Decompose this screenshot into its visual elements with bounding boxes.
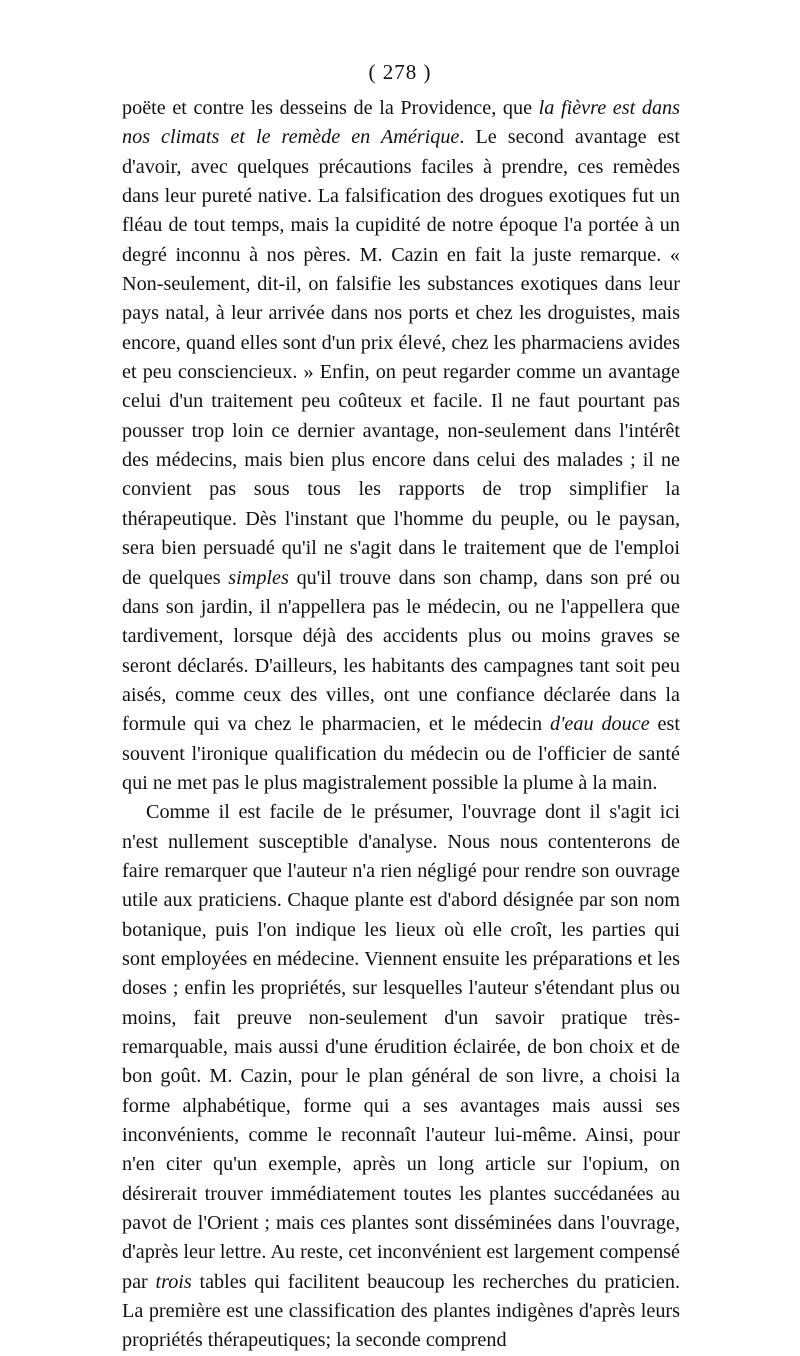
- page-number: ( 278 ): [368, 60, 432, 84]
- italic-text-segment: la fièvre est dans nos climats et le remède en Amérique: [122, 97, 680, 149]
- italic-text-segment: trois: [155, 1270, 192, 1293]
- paragraph-2: [122, 798, 680, 1356]
- text-segment: Comme il est facile de le présumer, l'ouvrage dont il s'agit ici n'est nullement susceptible d'analyse. Nous nous contenterons de faire remarquer que l'auteur n'a rien négligé pour rendre son ouvrage utile aux praticiens. Chaque plante est d'abord désignée par son nom botanique, puis l'on indique les lieux où elle croît, les parties qui sont employées en médecine. Viennent ensuite les préparations et les doses ; enfin les propriétés, sur lesquelles l'auteur s'étendant plus ou moins, fait preuve non-seulement d'un savoir pratique très-remarquable, mais aussi d'une érudition éclairée, de bon choix et de bon goût. M. Cazin, pour le plan général de son livre, a choisi la forme alphabétique, forme qui a ses avantages mais aussi ses inconvénients, comme le reconnaît l'auteur lui-même. Ainsi, pour n'en citer qu'un exemple, après un long article sur l'opium, on désirerait trouver immédiatement toutes les plantes succédanées au pavot de l'Orient ; mais ces plantes sont disséminées dans l'ouvrage, d'après leur lettre. Au reste, cet inconvénient est largement compensé par: [122, 801, 680, 1293]
- text-segment: qu'il trouve dans son champ, dans son pré ou dans son jardin, il n'appellera pas le médecin, ou ne l'appellera que tardivement, lorsque déjà des accidents plus ou moins graves se seront déclarés. D'ailleurs, les habitants des campagnes tant soit peu aisés, comme ceux des villes, ont une confiance déclarée dans la formule qui va chez le pharmacien, et le médecin: [122, 566, 680, 736]
- text-segment: tables qui facilitent beaucoup les recherches du praticien. La première est une classification des plantes indigènes d'après leurs propriétés thérapeutiques; la seconde comprend: [122, 1270, 681, 1352]
- text-segment: poëte et contre les desseins de la Providence, que: [122, 97, 539, 119]
- paragraph-1: [122, 94, 680, 798]
- text-segment: est souvent l'ironique qualification du médecin ou de l'officier de santé qui ne met pas le plus magistralement possible la plume à la main.: [122, 713, 680, 794]
- body-text: [122, 94, 680, 1356]
- italic-text-segment: simples: [228, 566, 289, 589]
- italic-text-segment: d'eau douce: [550, 713, 650, 736]
- text-segment: . Le second avantage est d'avoir, avec quelques précautions faciles à prendre, ces remèdes dans leur pureté native. La falsification des drogues exotiques fut un fléau de tout temps, mais la cupidité de notre époque l'a portée à un degré inconnu à nos pères. M. Cazin en fait la juste remarque. « Non-seulement, dit-il, on falsifie les substances exotiques dans leur pays natal, à leur arrivée dans nos ports et chez les droguistes, mais encore, quand elles sont d'un prix élevé, chez les pharmaciens avides et peu consciencieux. » Enfin, on peut regarder comme un avantage celui d'un traitement peu coûteux et facile. Il ne faut pourtant pas pousser trop loin ce dernier avantage, non-seulement dans l'intérêt des médecins, mais bien plus encore dans celui des malades ; il ne convient pas sous tous les rapports de trop simplifier la thérapeutique. Dès l'instant que l'homme du peuple, ou le paysan, sera bien persuadé qu'il ne s'agit dans le traitement que de l'emploi de quelques: [122, 126, 681, 589]
